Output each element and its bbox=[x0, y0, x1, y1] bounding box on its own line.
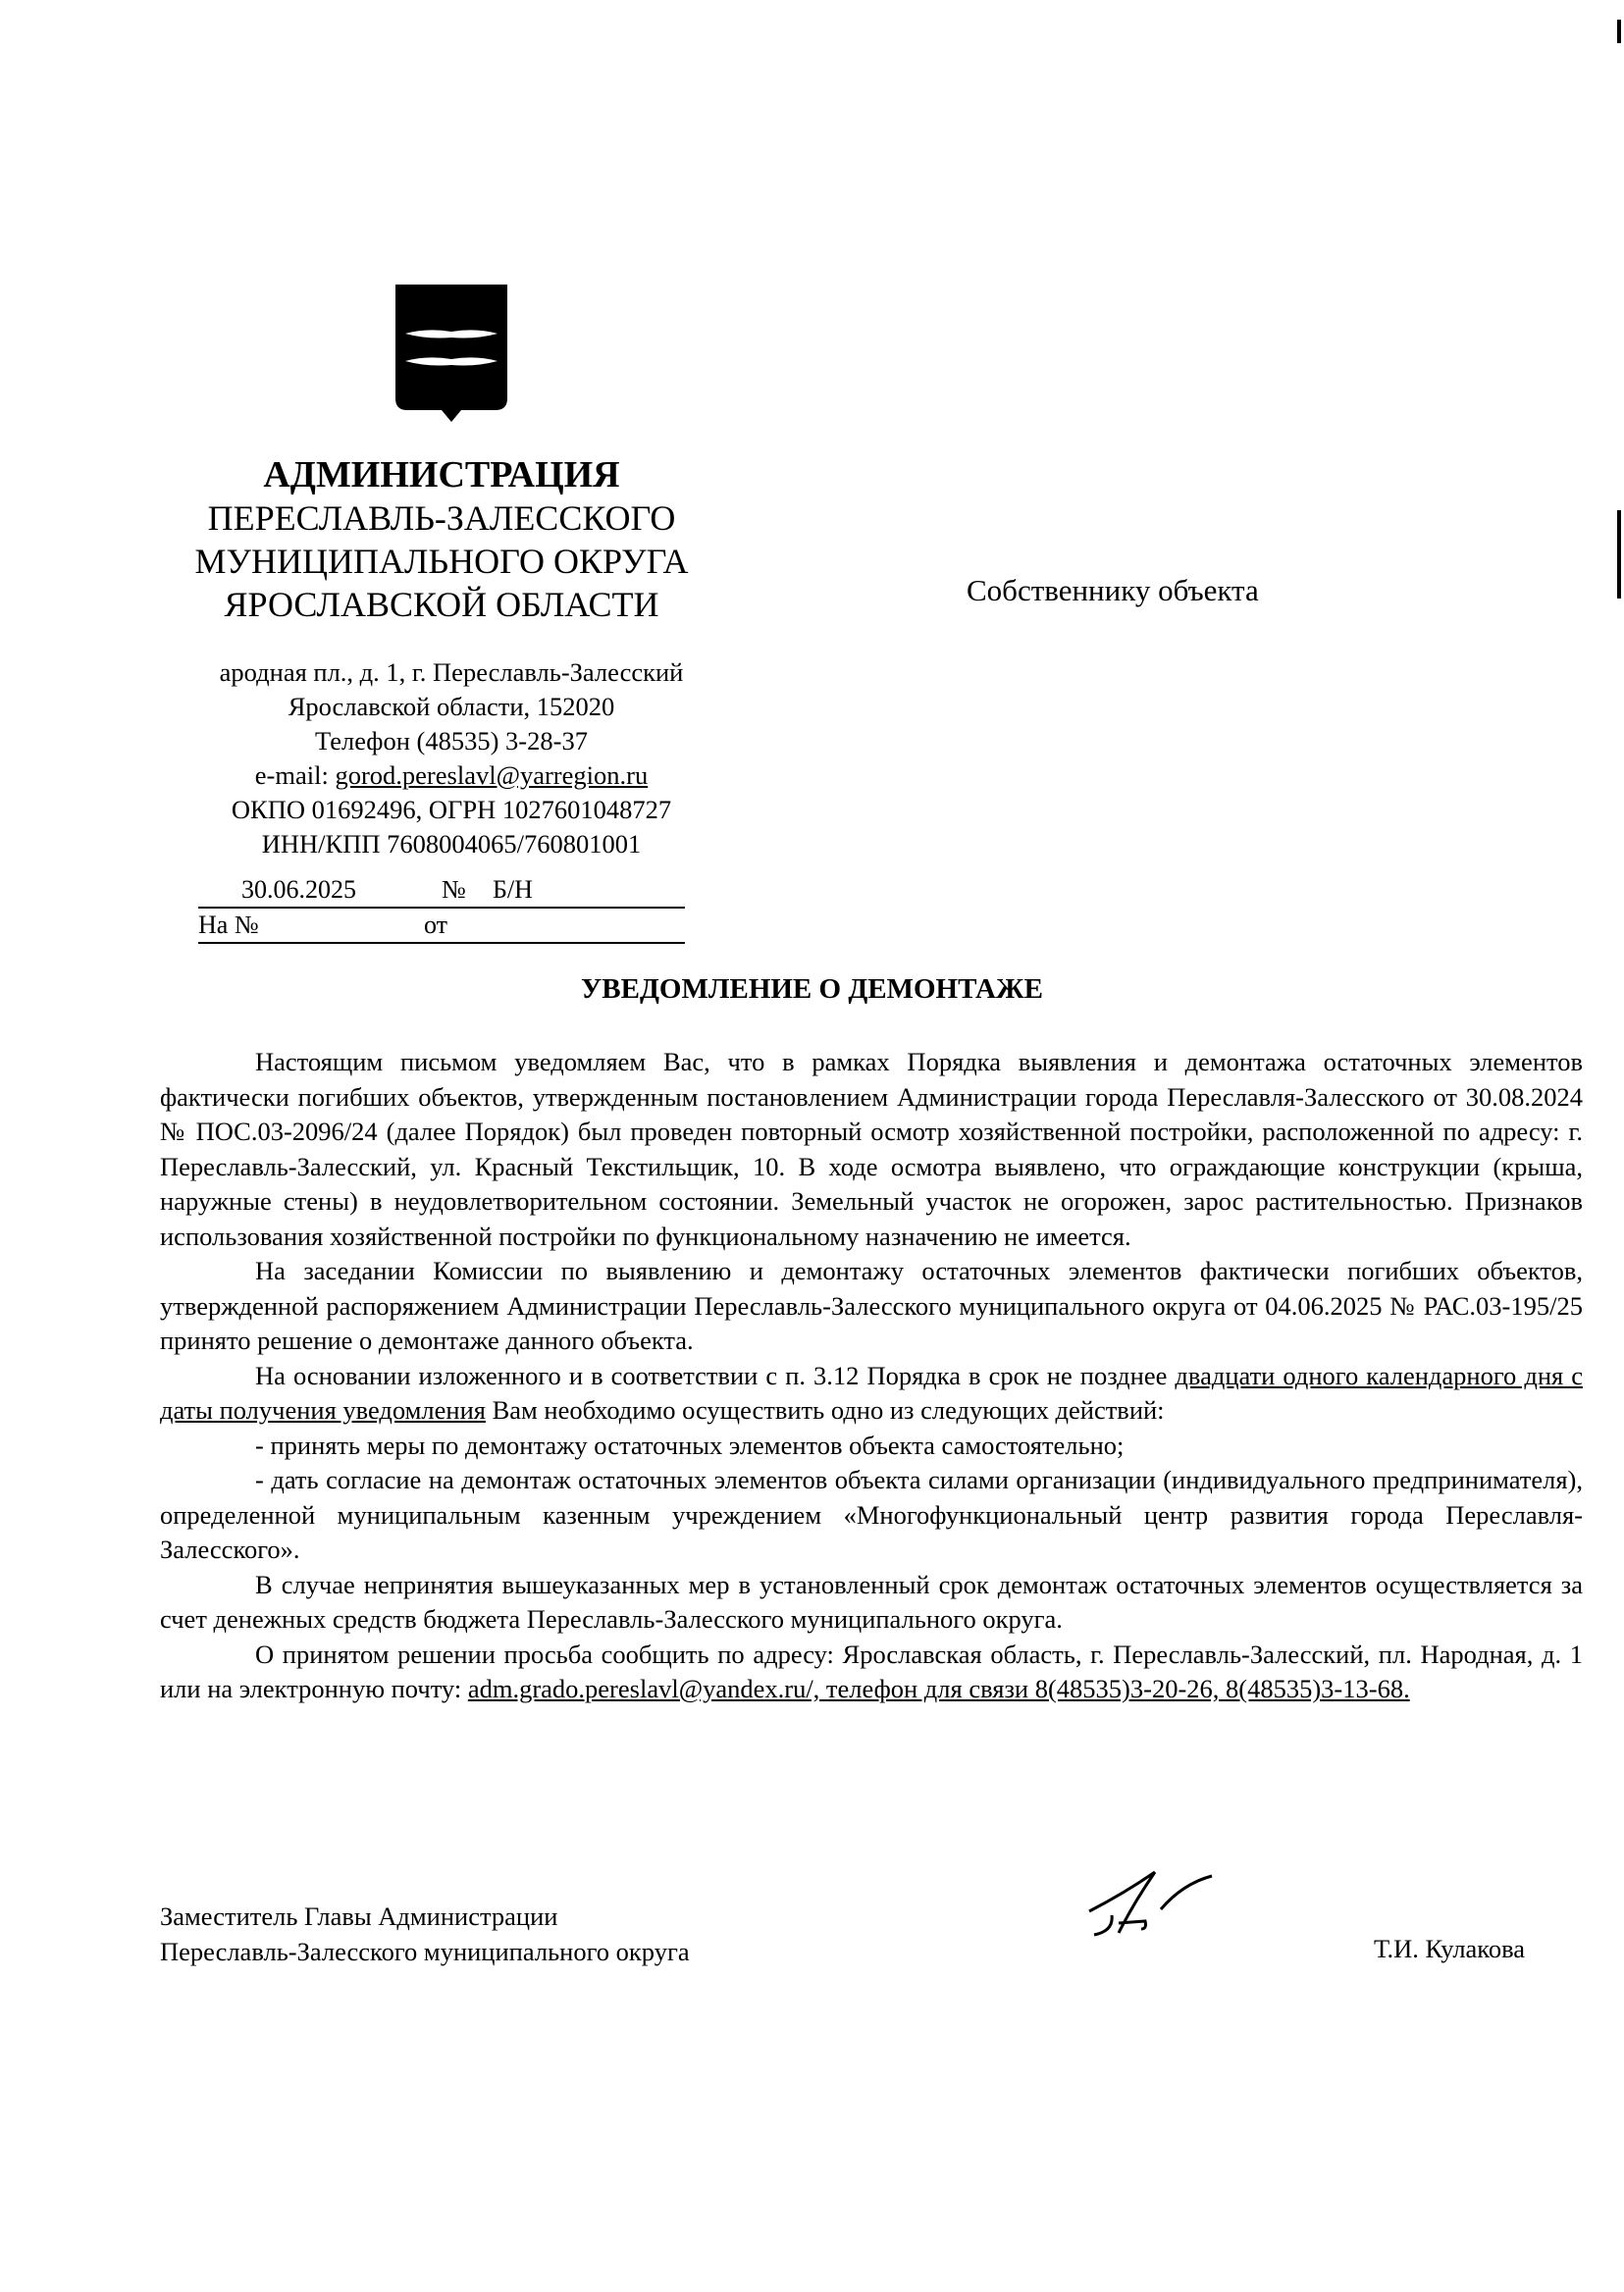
from-label: от bbox=[424, 911, 448, 939]
contact-email-link[interactable]: adm.grado.pereslavl@yandex.ru/, телефон для связи 8(48535)3-20-26, 8(48535)3-13-68. bbox=[467, 1674, 1410, 1703]
reply-label: На № bbox=[198, 911, 259, 939]
email-line bbox=[177, 758, 726, 793]
inn-kpp: ИНН/КПП 7608004065/760801001 bbox=[261, 829, 642, 859]
email-label: e-mail: bbox=[254, 760, 336, 790]
email-link[interactable]: gorod.pereslavl@yarregion.ru bbox=[335, 760, 649, 790]
list-item: - принять меры по демонтажу остаточных элементов объекта самостоятельно; bbox=[255, 1430, 1125, 1460]
handwritten-signature-icon bbox=[1065, 1864, 1222, 1953]
document-body bbox=[160, 1045, 1583, 1707]
recipient: Собственнику объекта bbox=[967, 573, 1259, 607]
paragraph bbox=[160, 1638, 1583, 1707]
address-line: Ярославской области, 152020 bbox=[288, 692, 615, 721]
reply-line bbox=[198, 909, 685, 944]
scan-artifact bbox=[1617, 510, 1621, 599]
reg-date: 30.06.2025 bbox=[241, 875, 356, 904]
text: О принятом решении просьба сообщить по адресу: Ярославская область, г. Переславль-Залесский, пл. Народная, д. 1 или на электронную почту: bbox=[160, 1639, 1583, 1703]
paragraph: На заседании Комиссии по выявлению и демонтажу остаточных элементов фактически погибших объектов, утвержденной распоряжением Администрации Переславль-Залесского муниципального округа от 04.06.2025 № РАС.03-195/25 принято решение о демонтаже данного объекта. bbox=[160, 1256, 1583, 1355]
org-contacts bbox=[177, 655, 726, 861]
list-item: - дать согласие на демонтаж остаточных элементов объекта силами организации (индивидуального предпринимателя), определенной муниципальным казенным учреждением «Многофункциональный центр развития города Переславля-Залесского». bbox=[160, 1465, 1583, 1564]
paragraph bbox=[160, 1359, 1583, 1429]
scan-artifact bbox=[1617, 20, 1621, 43]
reg-number-label: № bbox=[442, 875, 466, 904]
org-line: МУНИЦИПАЛЬНОГО ОКРУГА bbox=[194, 542, 689, 581]
registration-date-line bbox=[198, 873, 685, 909]
org-line: ЯРОСЛАВСКОЙ ОБЛАСТИ bbox=[224, 585, 659, 624]
text: На основании изложенного и в соответствии с п. 3.12 Порядка в срок не позднее bbox=[255, 1360, 1176, 1390]
signatory-name: Т.И. Кулакова bbox=[1374, 1934, 1526, 1963]
document-title: УВЕДОМЛЕНИЕ О ДЕМОНТАЖЕ bbox=[581, 973, 1043, 1005]
reg-number: Б/Н bbox=[493, 875, 533, 904]
deadline-text: двадцати одного календарного дня с даты получения уведомления bbox=[160, 1360, 1583, 1425]
paragraph: В случае непринятия вышеуказанных мер в установленный срок демонтаж остаточных элементов осуществляется за счет денежных средств бюджета Переславль-Залесского муниципального округа. bbox=[160, 1569, 1583, 1634]
coat-of-arms-icon bbox=[388, 263, 515, 430]
okpo-ogrn: ОКПО 01692496, ОГРН 1027601048727 bbox=[231, 795, 672, 824]
org-line: ПЕРЕСЛАВЛЬ-ЗАЛЕССКОГО bbox=[207, 498, 676, 538]
signatory-position bbox=[160, 1899, 690, 1969]
position-line: Заместитель Главы Администрации bbox=[160, 1901, 558, 1931]
position-line: Переславль-Залесского муниципального округа bbox=[160, 1937, 690, 1966]
organization-name bbox=[147, 453, 736, 626]
phone: Телефон (48535) 3-28-37 bbox=[315, 726, 588, 755]
address-line: ародная пл., д. 1, г. Переславль-Залесский bbox=[219, 657, 684, 687]
text: Вам необходимо осуществить одно из следующих действий: bbox=[485, 1395, 1165, 1425]
org-line: АДМИНИСТРАЦИЯ bbox=[263, 454, 620, 495]
paragraph: Настоящим письмом уведомляем Вас, что в рамках Порядка выявления и демонтажа остаточных элементов фактически погибших объектов, утвержденным постановлением Администрации города Переславля-Залесского от 30.08.2024 № ПОС.03-2096/24 (далее Порядок) был проведен повторный осмотр хозяйственной постройки, расположенной по адресу: г. Переславль-Залесский, ул. Красный Текстильщик, 10. В ходе осмотра выявлено, что ограждающие конструкции (крыша, наружные стены) в неудовлетворительном состоянии. Земельный участок не огорожен, зарос растительностью. Признаков использования хозяйственной постройки по функциональному назначению не имеется. bbox=[160, 1047, 1583, 1251]
